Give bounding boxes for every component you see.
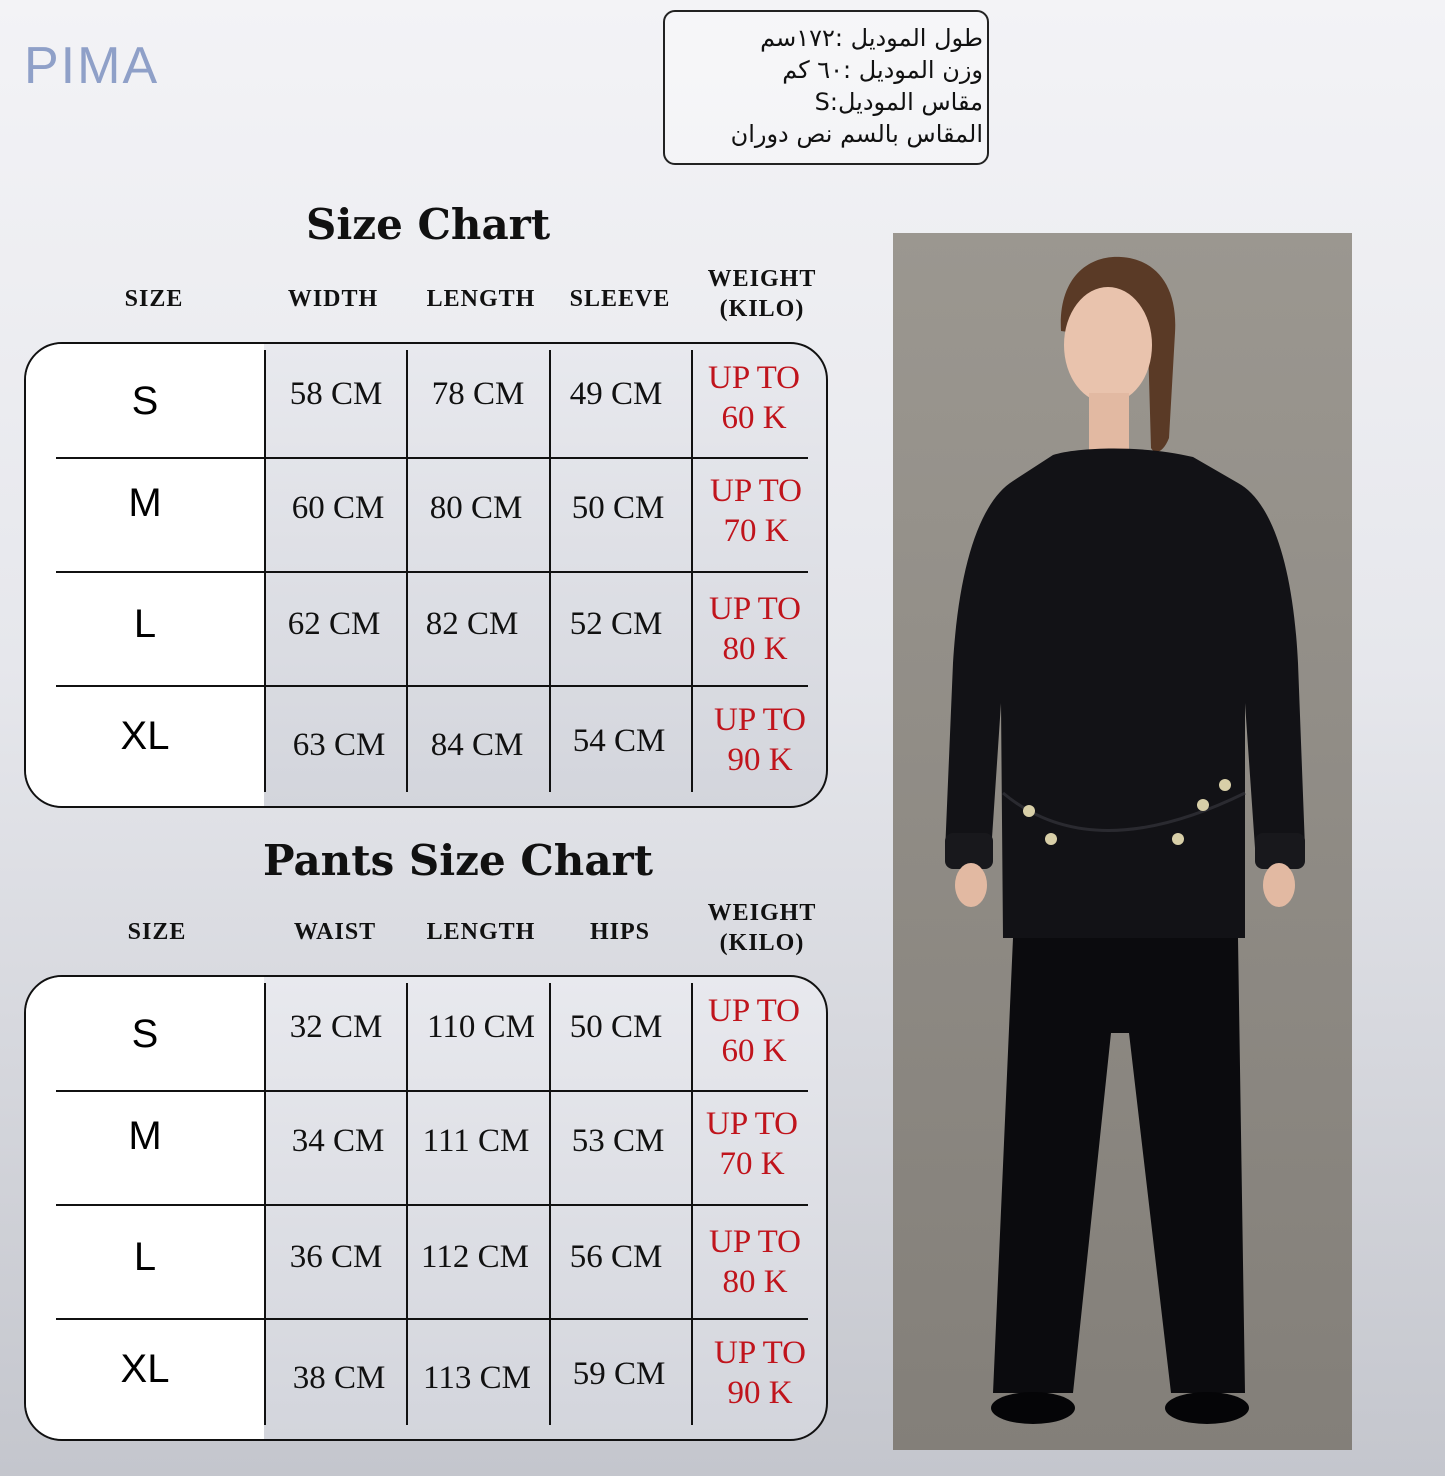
row-divider [56,685,808,687]
width-cell: 62 CM [287,606,381,642]
weight-upto: UP TO [708,1224,801,1260]
size-chart-title: Size Chart [306,200,551,249]
weight-value: 60 K [721,1033,787,1069]
header-width: WIDTH [287,286,379,312]
header-weight-line1: WEIGHT [707,266,817,292]
hips-cell: 59 CM [572,1356,666,1392]
row-divider [56,571,808,573]
weight-cell [687,1222,823,1302]
weight-cell [692,1333,828,1413]
header-size: SIZE [127,919,187,945]
face [1064,287,1152,403]
header-weight-line2: (KILO) [719,930,805,956]
weight-value: 90 K [727,742,793,778]
length-cell: 112 CM [421,1239,529,1275]
model-size: مقاس الموديل:S [814,88,983,116]
length-cell: 82 CM [425,606,519,642]
width-cell: 60 CM [291,490,385,526]
weight-upto: UP TO [713,1335,806,1371]
row-divider [56,457,808,459]
weight-cell [684,1104,820,1184]
waist-cell: 34 CM [291,1123,385,1159]
weight-value: 90 K [727,1375,793,1411]
weight-upto: UP TO [709,473,802,509]
sleeve-cell: 54 CM [572,723,666,759]
size-xl: XL [120,1347,170,1391]
waist-cell: 36 CM [289,1239,383,1275]
weight-upto: UP TO [708,591,801,627]
header-weight [690,264,834,324]
pants-chart-title: Pants Size Chart [263,836,654,885]
hips-cell: 56 CM [569,1239,663,1275]
button-icon [1023,805,1035,817]
model-photo [893,233,1352,1450]
length-cell: 78 CM [431,376,525,412]
header-hips: HIPS [589,919,650,945]
right-hand [1263,863,1295,907]
neck [1089,393,1129,453]
header-size: SIZE [124,286,184,312]
size-m: M [128,481,162,525]
header-weight-line1: WEIGHT [707,900,817,926]
length-cell: 111 CM [422,1123,530,1159]
weight-value: 70 K [719,1146,785,1182]
weight-upto: UP TO [707,360,800,396]
sleeve-cell: 50 CM [571,490,665,526]
button-icon [1045,833,1057,845]
weight-upto: UP TO [713,702,806,738]
size-s: S [131,1012,159,1056]
button-icon [1219,779,1231,791]
header-length: LENGTH [426,919,536,945]
weight-upto: UP TO [707,993,800,1029]
brand-logo: PIMA [24,37,160,95]
sleeve-cell: 52 CM [569,606,663,642]
length-cell: 110 CM [427,1009,535,1045]
header-sleeve: SLEEVE [569,286,671,312]
model-illustration [893,233,1352,1450]
weight-cell [686,358,822,438]
weight-value: 70 K [723,513,789,549]
button-icon [1172,833,1184,845]
waist-cell: 38 CM [292,1360,386,1396]
right-shoe [1165,1392,1249,1424]
left-shoe [991,1392,1075,1424]
weight-cell [686,991,822,1071]
weight-value: 80 K [722,1264,788,1300]
hips-cell: 50 CM [569,1009,663,1045]
size-table [24,342,828,808]
model-info-box [663,10,989,165]
size-l: L [133,602,157,646]
length-cell: 80 CM [429,490,523,526]
size-l: L [133,1235,157,1279]
weight-cell [688,471,824,551]
weight-cell [687,589,823,669]
pants-size-table [24,975,828,1441]
hips-cell: 53 CM [571,1123,665,1159]
header-weight-line2: (KILO) [719,296,805,322]
length-cell: 84 CM [430,727,524,763]
length-cell: 113 CM [423,1360,531,1396]
weight-value: 80 K [722,631,788,667]
width-cell: 58 CM [289,376,383,412]
measurement-note: المقاس بالسم نص دوران [730,120,983,148]
weight-value: 60 K [721,400,787,436]
left-hand [955,863,987,907]
width-cell: 63 CM [292,727,386,763]
header-waist: WAIST [293,919,377,945]
row-divider [56,1090,808,1092]
row-divider [56,1204,808,1206]
sleeve-cell: 49 CM [569,376,663,412]
header-weight [690,898,834,958]
size-m: M [128,1114,162,1158]
header-length: LENGTH [426,286,536,312]
size-xl: XL [120,714,170,758]
button-icon [1197,799,1209,811]
model-weight: وزن الموديل :٦٠ كم [782,56,983,84]
weight-upto: UP TO [705,1106,798,1142]
row-divider [56,1318,808,1320]
size-s: S [131,379,159,423]
waist-cell: 32 CM [289,1009,383,1045]
weight-cell [692,700,828,780]
model-height: طول الموديل :١٧٢سم [760,24,983,52]
